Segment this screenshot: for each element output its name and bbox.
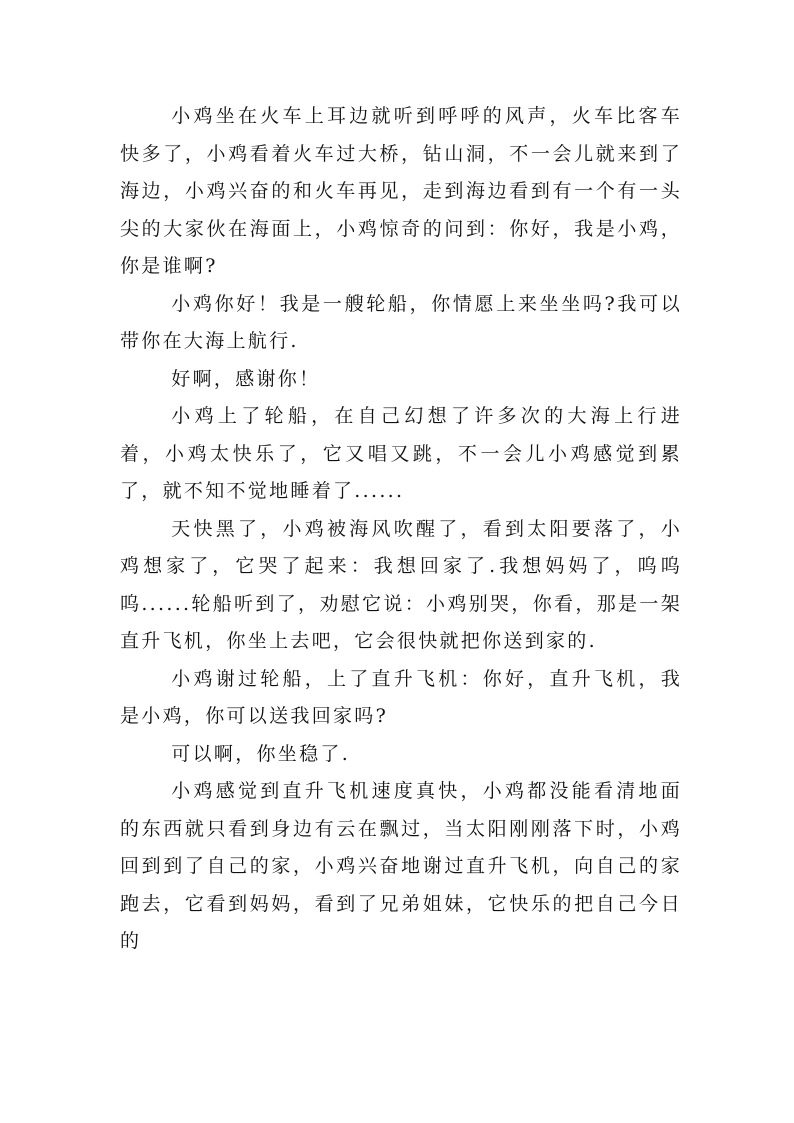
- paragraph-helicopter-reply: 可以啊，你坐稳了.: [171, 742, 351, 765]
- paragraph-chick-thanks: 好啊，感谢你！: [171, 367, 321, 390]
- paragraph-ship-greeting: 小鸡你好！我是一艘轮船，你情愿上来坐坐吗?我可以带你在大海上航行.: [120, 292, 682, 352]
- paragraph-train-to-sea: 小鸡坐在火车上耳边就听到呼呼的风声，火车比客车快多了，小鸡看着火车过大桥，钻山洞，不一会儿就来到了海边，小鸡兴奋的和火车再见，走到海边看到有一个有一头尖的大家伙在海面上，小鸡惊奇的问到：你好，我是小鸡，你是谁啊?: [120, 105, 682, 277]
- paragraph-helicopter-request: 小鸡谢过轮船，上了直升飞机：你好，直升飞机，我是小鸡，你可以送我回家吗?: [120, 667, 682, 727]
- paragraph-nightfall: 天快黑了，小鸡被海风吹醒了，看到太阳要落了，小鸡想家了，它哭了起来：我想回家了.我想妈妈了，呜呜呜......轮船听到了，劝慰它说：小鸡别哭，你看，那是一架直升飞机，你坐上去吧，它会很快就把你送到家的.: [120, 517, 682, 652]
- document-page: [120, 98, 682, 961]
- paragraph-on-the-ship: 小鸡上了轮船，在自己幻想了许多次的大海上行进着，小鸡太快乐了，它又唱又跳，不一会儿小鸡感觉到累了，就不知不觉地睡着了......: [120, 405, 682, 502]
- paragraph-arriving-home: 小鸡感觉到直升飞机速度真快，小鸡都没能看清地面的东西就只看到身边有云在飘过，当太阳刚刚落下时，小鸡回到到了自己的家，小鸡兴奋地谢过直升飞机，向自己的家跑去，它看到妈妈，看到了兄弟姐妹，它快乐的把自己今日的: [120, 780, 682, 952]
